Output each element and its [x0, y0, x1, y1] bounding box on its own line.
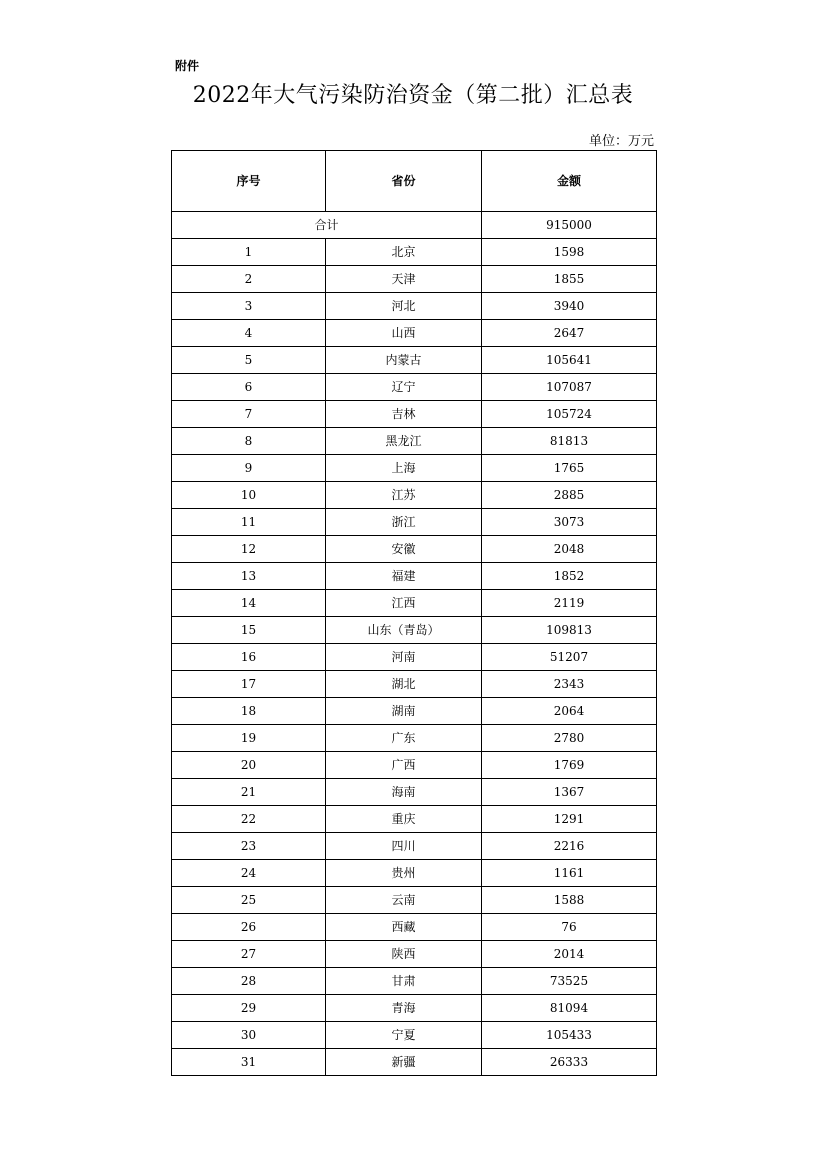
row-amount: 2780 [482, 725, 657, 752]
table-row [172, 347, 657, 374]
table-row [172, 563, 657, 590]
table-row [172, 455, 657, 482]
row-amount: 2885 [482, 482, 657, 509]
row-amount: 105433 [482, 1022, 657, 1049]
row-index: 9 [172, 455, 326, 482]
table-row [172, 698, 657, 725]
unit-label: 单位：万元 [588, 134, 654, 149]
table-row [172, 887, 657, 914]
row-province: 吉林 [326, 401, 482, 428]
table-row [172, 941, 657, 968]
row-province: 天津 [326, 266, 482, 293]
row-province: 福建 [326, 563, 482, 590]
row-province: 湖南 [326, 698, 482, 725]
row-amount: 2647 [482, 320, 657, 347]
table-row [172, 725, 657, 752]
row-amount: 1161 [482, 860, 657, 887]
funding-summary-table [171, 150, 657, 1076]
row-amount: 26333 [482, 1049, 657, 1076]
row-index: 27 [172, 941, 326, 968]
row-index: 10 [172, 482, 326, 509]
table-row [172, 1022, 657, 1049]
row-province: 四川 [326, 833, 482, 860]
row-amount: 81094 [482, 995, 657, 1022]
row-province: 江西 [326, 590, 482, 617]
row-amount: 2343 [482, 671, 657, 698]
row-province: 山西 [326, 320, 482, 347]
table-row [172, 509, 657, 536]
row-index: 8 [172, 428, 326, 455]
row-amount: 107087 [482, 374, 657, 401]
row-province: 北京 [326, 239, 482, 266]
row-index: 14 [172, 590, 326, 617]
row-index: 5 [172, 347, 326, 374]
table-row [172, 995, 657, 1022]
row-index: 11 [172, 509, 326, 536]
table-row [172, 266, 657, 293]
row-province: 贵州 [326, 860, 482, 887]
row-amount: 76 [482, 914, 657, 941]
total-amount: 915000 [482, 212, 657, 239]
table-row [172, 590, 657, 617]
row-province: 西藏 [326, 914, 482, 941]
row-amount: 3073 [482, 509, 657, 536]
table-row [172, 806, 657, 833]
header-amount: 金额 [482, 151, 657, 212]
row-province: 广东 [326, 725, 482, 752]
row-index: 16 [172, 644, 326, 671]
row-amount: 105641 [482, 347, 657, 374]
table-row [172, 293, 657, 320]
row-province: 辽宁 [326, 374, 482, 401]
row-index: 21 [172, 779, 326, 806]
row-province: 青海 [326, 995, 482, 1022]
row-amount: 1588 [482, 887, 657, 914]
row-amount: 81813 [482, 428, 657, 455]
row-province: 上海 [326, 455, 482, 482]
row-index: 2 [172, 266, 326, 293]
table-header-row [172, 151, 657, 212]
table-row [172, 239, 657, 266]
row-province: 海南 [326, 779, 482, 806]
row-index: 19 [172, 725, 326, 752]
table-row [172, 671, 657, 698]
row-index: 12 [172, 536, 326, 563]
row-index: 18 [172, 698, 326, 725]
row-province: 陕西 [326, 941, 482, 968]
row-province: 江苏 [326, 482, 482, 509]
row-province: 宁夏 [326, 1022, 482, 1049]
row-amount: 1598 [482, 239, 657, 266]
row-index: 3 [172, 293, 326, 320]
row-amount: 1852 [482, 563, 657, 590]
table-row [172, 428, 657, 455]
row-index: 1 [172, 239, 326, 266]
row-index: 17 [172, 671, 326, 698]
table-row [172, 779, 657, 806]
table-row [172, 968, 657, 995]
row-province: 安徽 [326, 536, 482, 563]
table-row [172, 914, 657, 941]
row-index: 26 [172, 914, 326, 941]
row-amount: 2014 [482, 941, 657, 968]
row-index: 30 [172, 1022, 326, 1049]
header-index: 序号 [172, 151, 326, 212]
table-row [172, 1049, 657, 1076]
row-index: 23 [172, 833, 326, 860]
row-province: 内蒙古 [326, 347, 482, 374]
page-title: 2022年大气污染防治资金（第二批）汇总表 [192, 83, 634, 108]
row-amount: 1291 [482, 806, 657, 833]
row-index: 7 [172, 401, 326, 428]
attachment-label: 附件 [175, 59, 200, 73]
row-amount: 3940 [482, 293, 657, 320]
total-label: 合计 [172, 212, 482, 239]
row-index: 6 [172, 374, 326, 401]
row-amount: 105724 [482, 401, 657, 428]
row-province: 广西 [326, 752, 482, 779]
row-province: 湖北 [326, 671, 482, 698]
row-index: 29 [172, 995, 326, 1022]
row-index: 4 [172, 320, 326, 347]
row-index: 13 [172, 563, 326, 590]
row-province: 甘肃 [326, 968, 482, 995]
row-amount: 109813 [482, 617, 657, 644]
row-province: 山东（青岛） [326, 617, 482, 644]
row-index: 22 [172, 806, 326, 833]
table-row [172, 833, 657, 860]
table-row [172, 374, 657, 401]
row-province: 浙江 [326, 509, 482, 536]
row-amount: 2048 [482, 536, 657, 563]
table-row [172, 860, 657, 887]
row-amount: 1855 [482, 266, 657, 293]
row-amount: 1765 [482, 455, 657, 482]
table-row [172, 644, 657, 671]
table-row [172, 320, 657, 347]
row-amount: 2064 [482, 698, 657, 725]
row-province: 重庆 [326, 806, 482, 833]
row-index: 31 [172, 1049, 326, 1076]
row-index: 24 [172, 860, 326, 887]
row-province: 河北 [326, 293, 482, 320]
row-province: 云南 [326, 887, 482, 914]
total-row [172, 212, 657, 239]
row-index: 15 [172, 617, 326, 644]
row-amount: 51207 [482, 644, 657, 671]
row-amount: 2119 [482, 590, 657, 617]
table-row [172, 752, 657, 779]
table-row [172, 536, 657, 563]
row-province: 河南 [326, 644, 482, 671]
row-amount: 1769 [482, 752, 657, 779]
table-row [172, 617, 657, 644]
row-index: 20 [172, 752, 326, 779]
table-row [172, 401, 657, 428]
row-province: 黑龙江 [326, 428, 482, 455]
row-province: 新疆 [326, 1049, 482, 1076]
row-index: 28 [172, 968, 326, 995]
row-amount: 1367 [482, 779, 657, 806]
row-index: 25 [172, 887, 326, 914]
header-province: 省份 [326, 151, 482, 212]
table-row [172, 482, 657, 509]
row-amount: 73525 [482, 968, 657, 995]
row-amount: 2216 [482, 833, 657, 860]
